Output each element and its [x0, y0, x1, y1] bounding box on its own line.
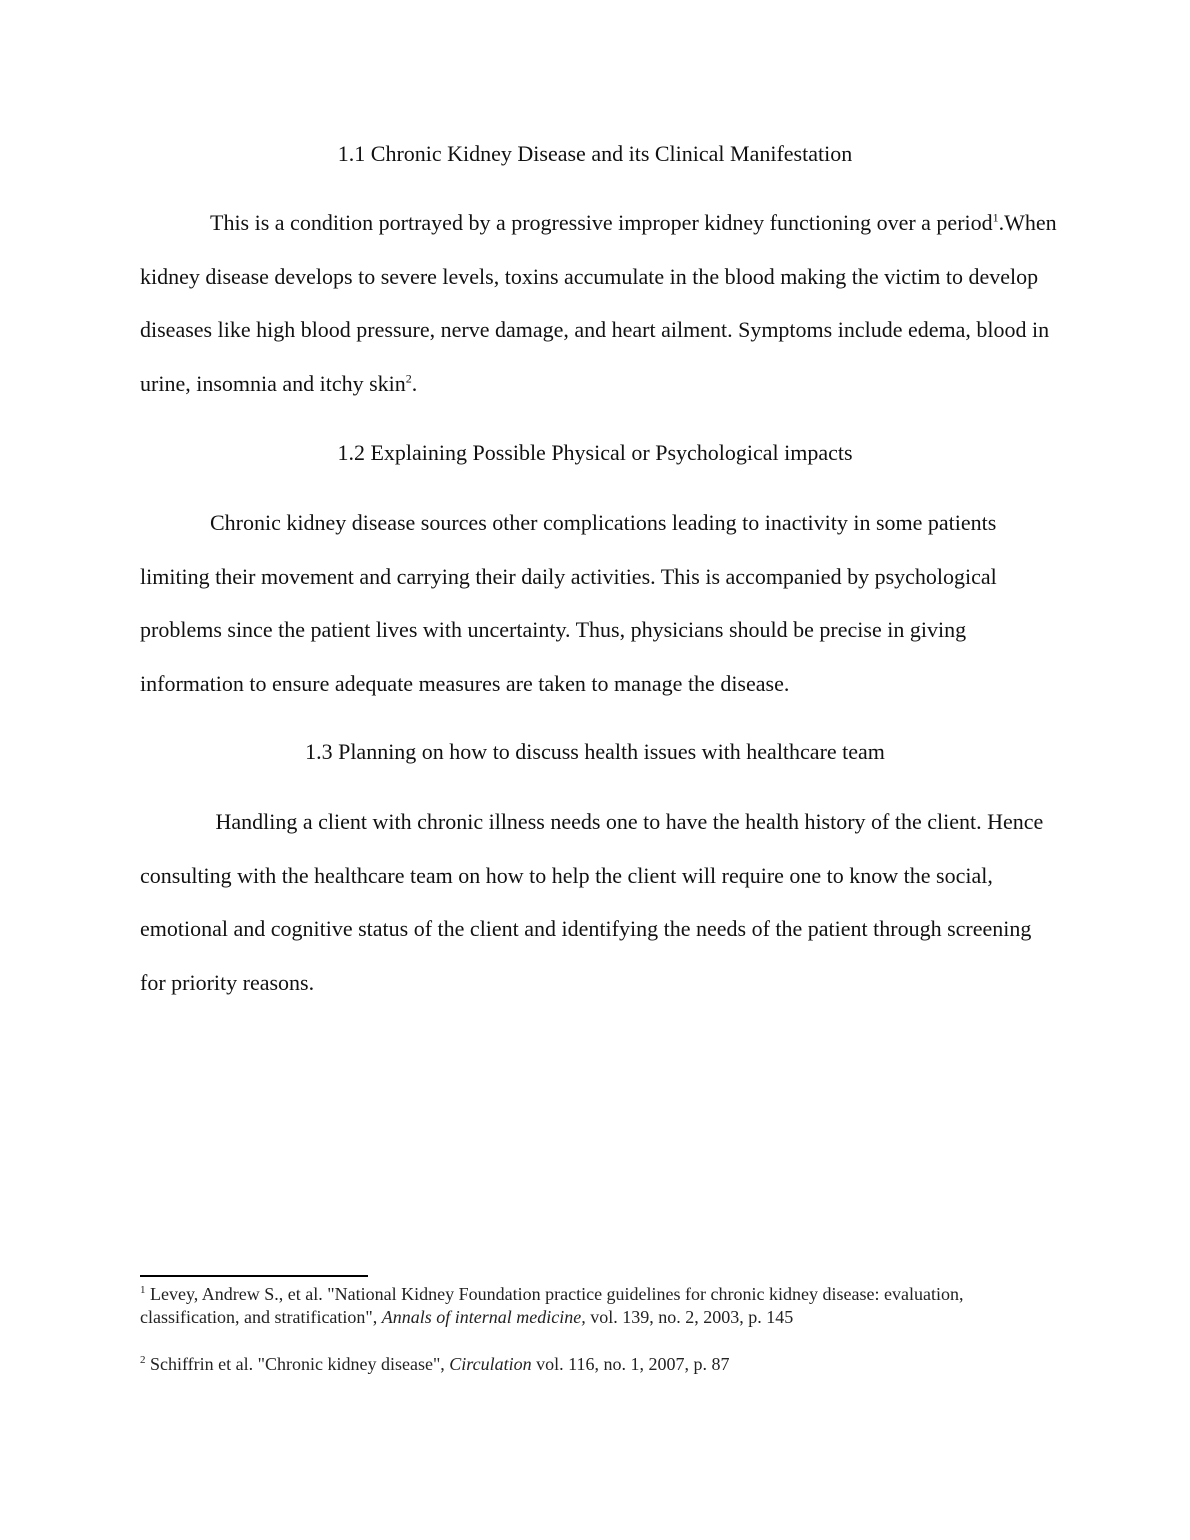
- footnote-text: vol. 116, no. 1, 2007, p. 87: [531, 1354, 730, 1374]
- section-heading-1-2: 1.2 Explaining Possible Physical or Psychological impacts: [337, 440, 853, 465]
- footnote-journal: Circulation: [449, 1354, 532, 1374]
- footnote-text: Schiffrin et al. "Chronic kidney disease",: [145, 1354, 450, 1374]
- paragraph-text: .When kidney disease develops to severe levels, toxins accumulate in the blood making the victim to develop diseases like high blood pressure, nerve damage, and heart ailment. Symptoms include edema, blood in urine, insomnia and itchy skin: [140, 210, 1057, 397]
- footnote-text: vol. 139, no. 2, 2003, p. 145: [585, 1307, 794, 1327]
- section-paragraph-1-2: [140, 496, 1060, 711]
- section-heading-1-1: 1.1 Chronic Kidney Disease and its Clinical Manifestation: [337, 141, 853, 166]
- section-paragraph-1-1: [140, 196, 1060, 411]
- paragraph-text: Chronic kidney disease sources other complications leading to inactivity in some patients limiting their movement and carrying their daily activities. This is accompanied by psychological problems since the patient lives with uncertainty. Thus, physicians should be precise in giving information to ensure adequate measures are taken to manage the disease.: [140, 510, 997, 697]
- footnote-reference-1[interactable]: 1: [992, 210, 999, 225]
- paragraph-text: Handling a client with chronic illness needs one to have the health history of the client. Hence consulting with the healthcare team on how to help the client will require one to know the social, emotional and cognitive status of the client and identifying the needs of the patient through screening for priority reasons.: [140, 809, 1044, 996]
- section-paragraph-1-3: [140, 795, 1060, 1010]
- paragraph-text: .: [411, 371, 418, 397]
- footnote-marker: 1: [140, 1284, 146, 1296]
- footnote-1: [140, 1283, 1060, 1329]
- footnote-marker: 2: [140, 1354, 146, 1366]
- footnote-reference-2[interactable]: 2: [405, 371, 412, 386]
- paragraph-text: This is a condition portrayed by a progressive improper kidney functioning over a period: [210, 210, 993, 235]
- footnote-journal: Annals of internal medicine,: [381, 1307, 586, 1327]
- footnote-2: [140, 1353, 1060, 1376]
- footnote-text: Levey, Andrew S., et al. "National Kidney Foundation practice guidelines for chronic kidney disease: evaluation, classification, and stratification",: [140, 1284, 964, 1327]
- footnote-separator: [140, 1275, 368, 1277]
- section-heading-1-3: 1.3 Planning on how to discuss health issues with healthcare team: [305, 739, 885, 764]
